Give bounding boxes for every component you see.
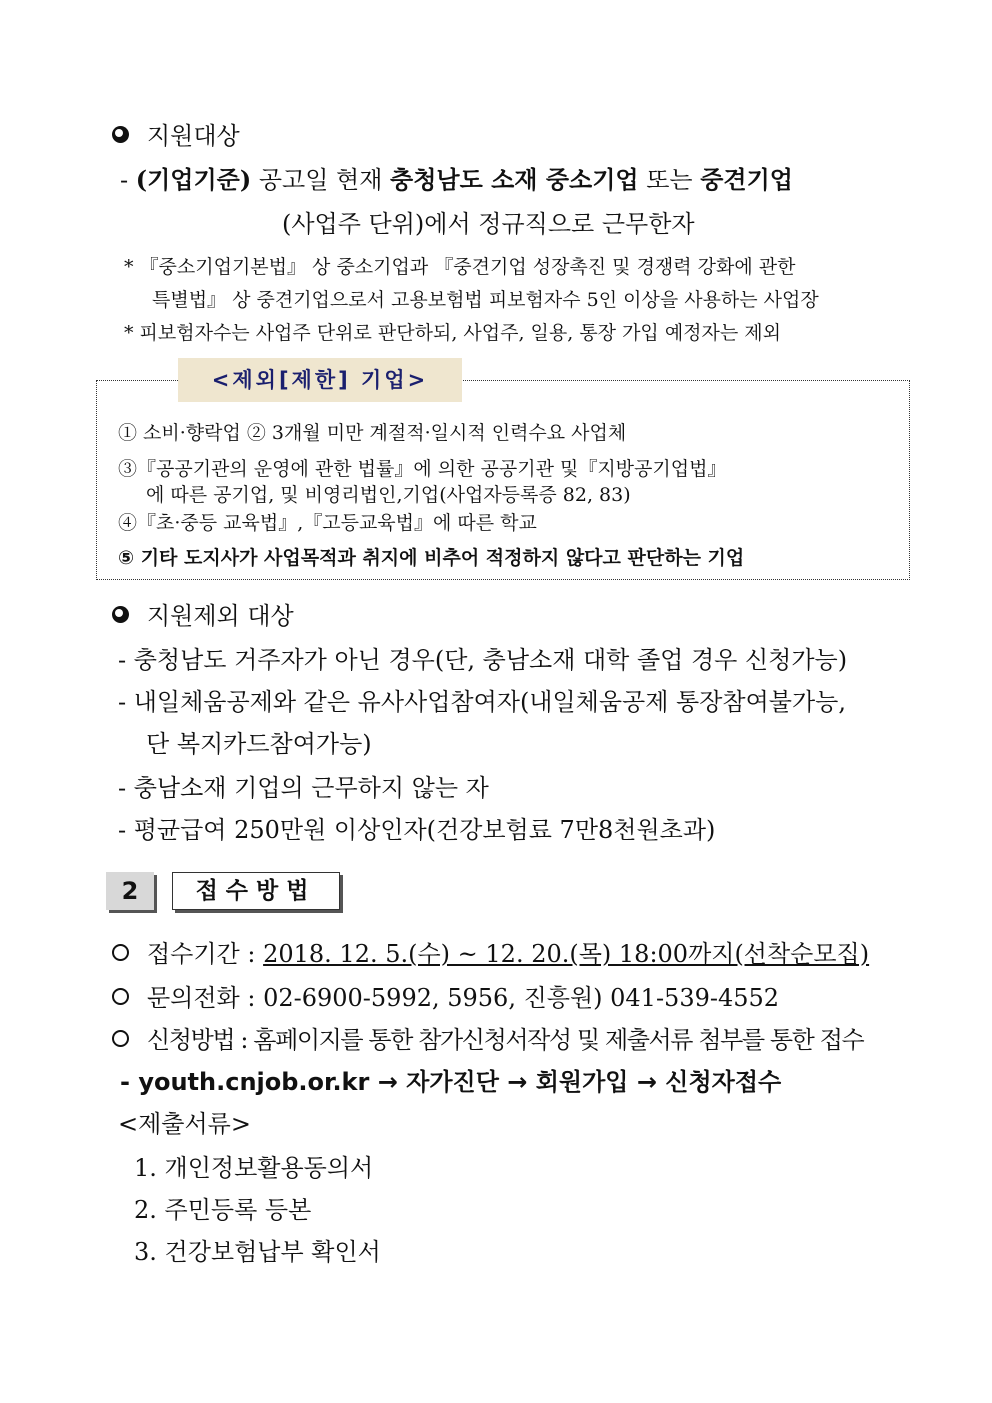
not-eligible-heading: 지원제외 대상 [112,596,294,631]
not-eligible-item-2: - 내일체움공제와 같은 유사사업참여자(내일체움공제 통장참여불가능, [118,688,846,716]
circle-bullet-icon [112,126,129,143]
support-target-note-3: * 피보험자수는 사업주 단위로 판단하되, 사업주, 일용, 통장 가입 예정자는 제외 [124,322,781,344]
inquiry-phone: 문의전화 : 02-6900-5992, 5956, 진흥원) 041-539-4552 [112,978,779,1013]
circle-bullet-icon [112,988,129,1005]
excluded-item-1: ① 소비·향락업 ② 3개월 미만 계절적·일시적 인력수요 사업체 [118,422,627,444]
not-eligible-item-3: - 충남소재 기업의 근무하지 않는 자 [118,774,489,802]
circle-bullet-icon [112,944,129,961]
support-target-note-1: * 『중소기업기본법』 상 중소기업과 『중견기업 성장촉진 및 경쟁력 강화에 관한 [124,256,796,278]
not-eligible-item-1: - 충청남도 거주자가 아닌 경우(단, 충남소재 대학 졸업 경우 신청가능) [118,646,848,674]
section-title: 접수방법 [172,872,340,910]
application-period: 접수기간 : 2018. 12. 5.(수) ~ 12. 20.(목) 18:00까지(선착순모집) [112,934,869,969]
excluded-item-3: ③『공공기관의 운영에 관한 법률』에 의한 공공기관 및『지방공기업법』 [118,458,727,480]
excluded-item-4: ④『초·중등 교육법』,『고등교육법』에 따른 학교 [118,512,537,534]
section-number: 2 [106,872,154,910]
excluded-companies-title: <제외[제한] 기업> [178,358,462,402]
document-item-1: 1. 개인정보활용동의서 [134,1154,374,1182]
application-method: 신청방법 : 홈페이지를 통한 참가신청서작성 및 제출서류 첨부를 통한 접수 [112,1020,863,1055]
circle-bullet-icon [112,606,129,623]
circle-bullet-icon [112,1030,129,1047]
excluded-item-5: ⑤ 기타 도지사가 사업목적과 취지에 비추어 적정하지 않다고 판단하는 기업 [118,547,745,569]
document-item-3: 3. 건강보험납부 확인서 [134,1238,381,1266]
document-item-2: 2. 주민등록 등본 [134,1196,312,1224]
application-period-value: 2018. 12. 5.(수) ~ 12. 20.(목) 18:00까지(선착순모집) [263,940,870,968]
support-target-note-2: 특별법』 상 중견기업으로서 고용보험법 피보험자수 5인 이상을 사용하는 사업장 [152,289,819,311]
not-eligible-item-4: - 평균급여 250만원 이상인자(건강보험료 7만8천원초과) [118,816,716,844]
application-flow: - youth.cnjob.or.kr → 자가진단 → 회원가입 → 신청자접수 [120,1068,782,1096]
support-target-heading: 지원대상 [112,116,240,151]
not-eligible-item-2-cont: 단 복지카드참여가능) [146,730,372,758]
support-target-line1: - (기업기준) 공고일 현재 충청남도 소재 중소기업 또는 중견기업 [120,165,793,194]
excluded-item-3-cont: 에 따른 공기업, 및 비영리법인,기업(사업자등록증 82, 83) [146,484,631,506]
documents-heading: <제출서류> [118,1110,251,1138]
support-target-line2: (사업주 단위)에서 정규직으로 근무한자 [282,210,695,238]
